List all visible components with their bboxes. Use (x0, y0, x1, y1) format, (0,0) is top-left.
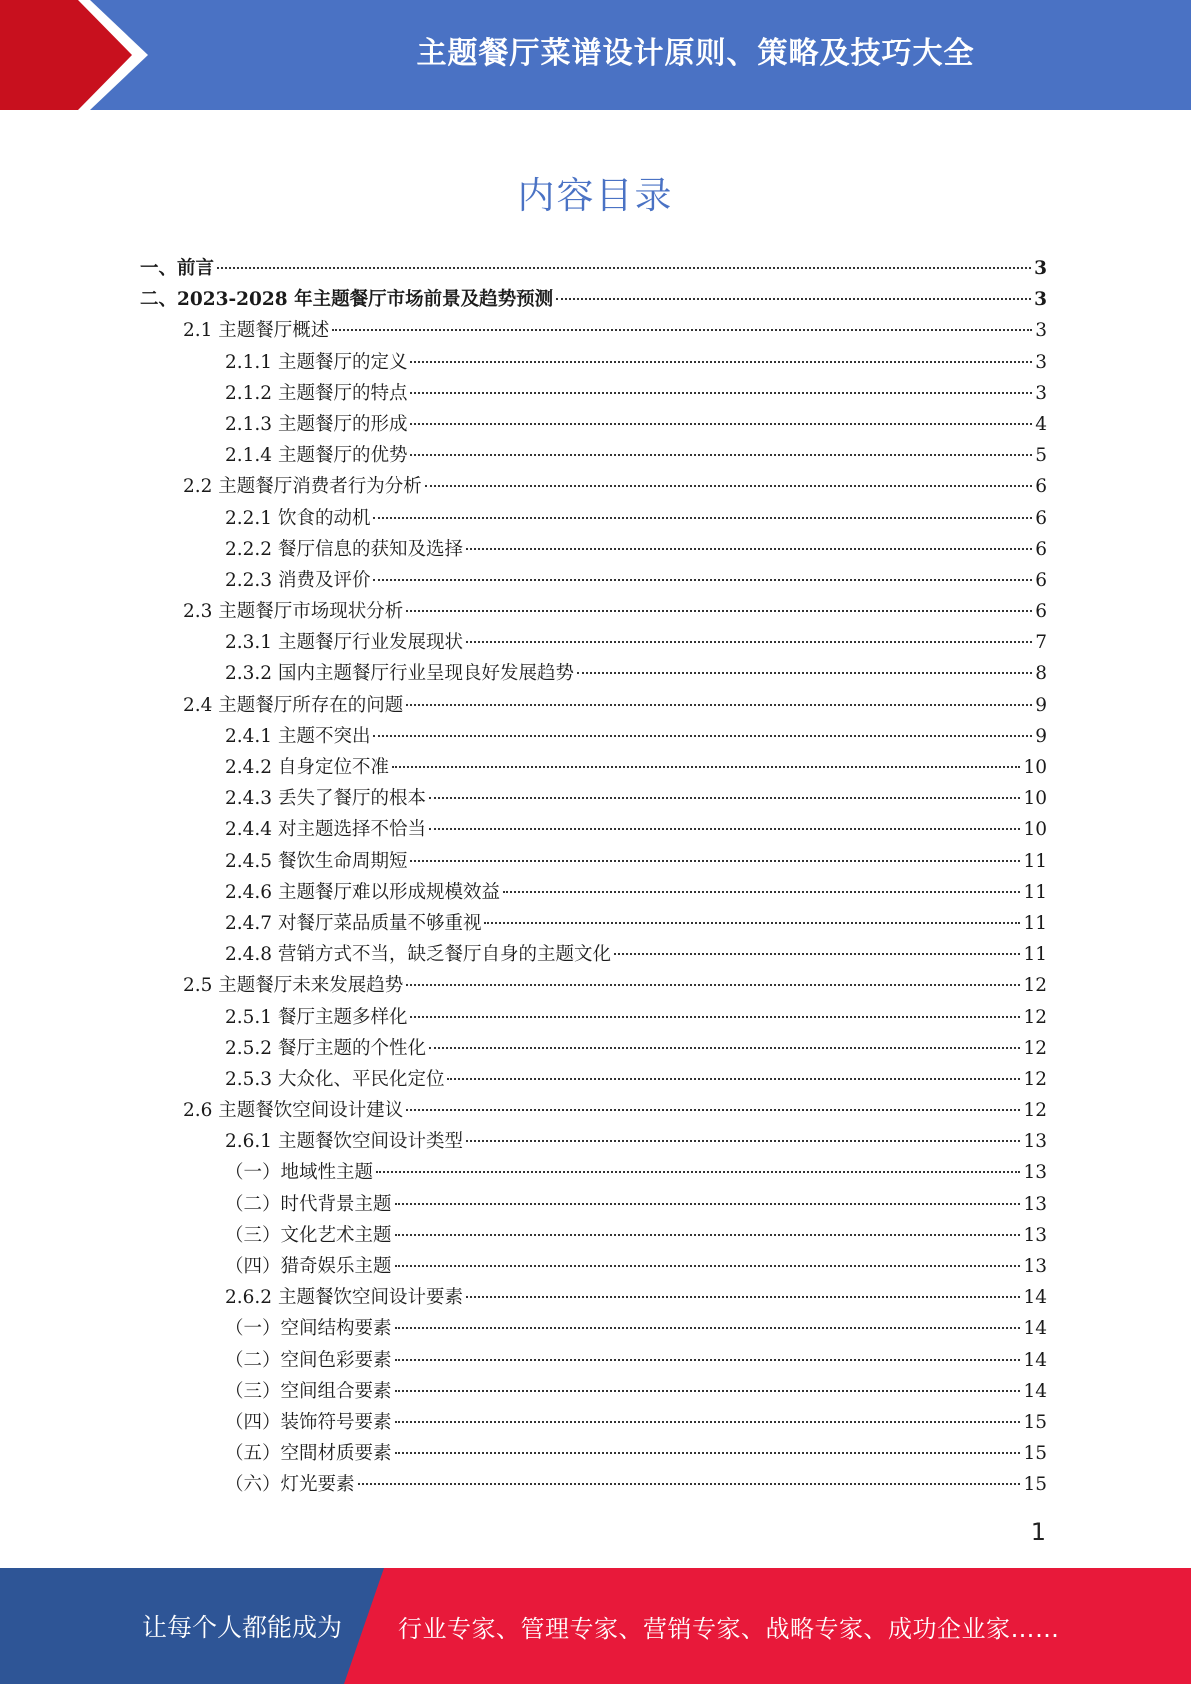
toc-entry-title: 2.4.1 主题不突出 (225, 725, 371, 747)
footer-slogan-left: 让每个人都能成为 (142, 1613, 343, 1642)
toc-entry[interactable] (140, 410, 1047, 441)
toc-entry[interactable] (140, 285, 1047, 316)
dot-leader (484, 922, 1020, 924)
toc-entry-page: 3 (1035, 382, 1047, 404)
toc-entry[interactable] (140, 815, 1047, 846)
toc-entry-title: 一、前言 (140, 258, 215, 279)
toc-entry[interactable] (140, 878, 1047, 909)
toc-entry[interactable] (140, 1346, 1047, 1377)
toc-entry-title: 2.4.8 营销方式不当，缺乏餐厅自身的主题文化 (225, 944, 611, 966)
toc-entry-title: 2.5.3 大众化、平民化定位 (225, 1068, 445, 1090)
toc-entry[interactable] (140, 1034, 1047, 1065)
toc-entry[interactable] (140, 1003, 1047, 1034)
dot-leader (376, 1171, 1020, 1173)
toc-entry-page: 9 (1035, 694, 1047, 716)
document-title: 主题餐厅菜谱设计原则、策略及技巧大全 (416, 36, 975, 71)
toc-entry-page: 4 (1035, 413, 1047, 435)
toc-entry-title: 2.2.2 餐厅信息的获知及选择 (225, 538, 463, 560)
toc-entry-title: （三）空间组合要素 (225, 1380, 392, 1402)
toc-entry-title: （四）猎奇娱乐主题 (225, 1256, 392, 1277)
toc-entry-title: 2.4.2 自身定位不准 (225, 757, 389, 778)
toc-entry-page: 6 (1035, 507, 1047, 529)
toc-entry-title: 2.2.3 消费及评价 (225, 569, 371, 591)
toc-entry[interactable] (140, 348, 1047, 379)
toc-entry-page: 13 (1023, 1131, 1047, 1153)
toc-entry-page: 6 (1035, 601, 1047, 623)
dot-leader (406, 610, 1032, 612)
dot-leader (466, 641, 1032, 643)
toc-entry-title: （一）空间结构要素 (225, 1318, 392, 1340)
toc-entry-title: 2.6.2 主题餐饮空间设计要素 (225, 1287, 463, 1309)
toc-entry[interactable] (140, 940, 1047, 971)
dot-leader (395, 1390, 1021, 1392)
toc-entry[interactable] (140, 316, 1047, 347)
dot-leader (429, 1047, 1020, 1049)
toc-entry-page: 14 (1023, 1287, 1047, 1309)
toc-entry-page: 3 (1035, 320, 1047, 342)
toc-entry[interactable] (140, 1283, 1047, 1314)
toc-entry[interactable] (140, 254, 1047, 285)
toc-entry-page: 11 (1023, 881, 1047, 903)
toc-entry-page: 12 (1023, 975, 1047, 997)
dot-leader (556, 298, 1031, 300)
toc-entry[interactable] (140, 566, 1047, 597)
dot-leader (466, 1140, 1020, 1142)
toc-entry[interactable] (140, 1190, 1047, 1221)
dot-leader (392, 766, 1020, 768)
header-banner (0, 0, 1191, 110)
dot-leader (425, 485, 1032, 487)
toc-entry-title: 2.4.3 丢失了餐厅的根本 (225, 788, 426, 810)
toc-entry[interactable] (140, 1065, 1047, 1096)
toc-entry-title: 2.6 主题餐饮空间设计建议 (183, 1100, 404, 1122)
arrow-icon (0, 0, 150, 110)
toc-entry-title: 2.1.3 主题餐厅的形成 (225, 413, 408, 435)
toc-entry-page: 15 (1023, 1411, 1047, 1433)
toc-entry-title: （六）灯光要素 (225, 1474, 355, 1496)
dot-leader (395, 1234, 1021, 1236)
dot-leader (395, 1265, 1021, 1267)
toc-entry[interactable] (140, 722, 1047, 753)
toc-entry[interactable] (140, 784, 1047, 815)
toc-entry-title: 2.6.1 主题餐饮空间设计类型 (225, 1131, 463, 1153)
dot-leader (410, 361, 1032, 363)
toc-entry[interactable] (140, 1470, 1047, 1501)
toc-entry-page: 11 (1023, 850, 1047, 872)
dot-leader (410, 860, 1020, 862)
toc-entry[interactable] (140, 1314, 1047, 1345)
toc-entry-title: 2.1 主题餐厅概述 (183, 320, 330, 342)
dot-leader (406, 704, 1032, 706)
toc-entry-title: 2.1.4 主题餐厅的优势 (225, 445, 408, 467)
toc-entry-page: 6 (1035, 476, 1047, 498)
table-of-contents (140, 254, 1047, 1502)
dot-leader (410, 423, 1032, 425)
toc-entry-page: 3 (1034, 289, 1047, 311)
toc-entry-title: 2.4.7 对餐厅菜品质量不够重视 (225, 912, 482, 934)
toc-entry[interactable] (140, 535, 1047, 566)
toc-entry[interactable] (140, 1439, 1047, 1470)
toc-entry-title: 2.5.1 餐厅主题多样化 (225, 1006, 408, 1028)
dot-leader (395, 1359, 1021, 1361)
toc-entry[interactable] (140, 847, 1047, 878)
page-number: 1 (1030, 1518, 1046, 1546)
toc-entry-title: 2.4 主题餐厅所存在的问题 (183, 694, 404, 716)
dot-leader (406, 1109, 1020, 1111)
toc-entry-page: 11 (1023, 944, 1047, 966)
toc-entry-page: 6 (1035, 569, 1047, 591)
toc-entry-page: 13 (1023, 1162, 1047, 1184)
dot-leader (373, 735, 1032, 737)
toc-entry-page: 3 (1035, 351, 1047, 373)
dot-leader (395, 1421, 1021, 1423)
toc-entry-title: 2.1.2 主题餐厅的特点 (225, 382, 408, 404)
toc-entry-title: 2.4.5 餐饮生命周期短 (225, 850, 408, 872)
toc-entry[interactable] (140, 1127, 1047, 1158)
toc-entry-title: 2.4.6 主题餐厅难以形成规模效益 (225, 881, 500, 903)
toc-entry[interactable] (140, 379, 1047, 410)
footer-slogan-right: 行业专家、管理专家、营销专家、战略专家、成功企业家…… (398, 1614, 1060, 1643)
toc-entry-title: 2.2 主题餐厅消费者行为分析 (183, 476, 422, 498)
toc-entry-page: 13 (1023, 1193, 1047, 1215)
dot-leader (429, 797, 1020, 799)
toc-entry-page: 7 (1035, 632, 1047, 654)
dot-leader (358, 1483, 1021, 1485)
toc-entry-page: 14 (1023, 1349, 1047, 1371)
toc-entry-title: （三）文化艺术主题 (225, 1224, 392, 1246)
toc-entry[interactable] (140, 1221, 1047, 1252)
dot-leader (373, 517, 1032, 519)
toc-entry-page: 9 (1035, 725, 1047, 747)
toc-entry-page: 5 (1035, 445, 1047, 467)
dot-leader (395, 1203, 1021, 1205)
toc-entry-page: 13 (1023, 1224, 1047, 1246)
dot-leader (503, 891, 1020, 893)
toc-entry-page: 12 (1023, 1068, 1047, 1090)
toc-entry[interactable] (140, 628, 1047, 659)
toc-entry-page: 12 (1023, 1006, 1047, 1028)
toc-entry[interactable] (140, 753, 1047, 784)
toc-entry[interactable] (140, 472, 1047, 503)
dot-leader (410, 392, 1032, 394)
toc-entry-title: 2.3.2 国内主题餐厅行业呈现良好发展趋势 (225, 663, 574, 685)
dot-leader (373, 579, 1032, 581)
dot-leader (447, 1078, 1020, 1080)
dot-leader (395, 1327, 1021, 1329)
toc-entry[interactable] (140, 659, 1047, 690)
toc-entry[interactable] (140, 1096, 1047, 1127)
toc-entry[interactable] (140, 691, 1047, 722)
toc-entry-page: 14 (1023, 1380, 1047, 1402)
toc-entry-title: 2.3.1 主题餐厅行业发展现状 (225, 632, 463, 654)
dot-leader (406, 984, 1020, 986)
toc-entry-page: 13 (1023, 1256, 1047, 1277)
dot-leader (332, 329, 1032, 331)
toc-entry-page: 15 (1023, 1443, 1047, 1465)
toc-entry-page: 3 (1034, 258, 1047, 279)
toc-entry-page: 14 (1023, 1318, 1047, 1340)
toc-entry-page: 12 (1023, 1037, 1047, 1059)
toc-entry-page: 11 (1023, 912, 1047, 934)
footer-banner (0, 1568, 1191, 1684)
toc-entry-title: （二）时代背景主题 (225, 1193, 392, 1215)
toc-entry-title: 2.2.1 饮食的动机 (225, 507, 371, 529)
toc-entry[interactable] (140, 1158, 1047, 1189)
toc-entry-page: 10 (1023, 757, 1047, 778)
toc-entry[interactable] (140, 1252, 1047, 1283)
dot-leader (429, 828, 1020, 830)
dot-leader (410, 1016, 1020, 1018)
dot-leader (614, 953, 1020, 955)
toc-entry-title: 2.5.2 餐厅主题的个性化 (225, 1037, 426, 1059)
toc-entry-title: 2.5 主题餐厅未来发展趋势 (183, 975, 404, 997)
toc-entry-title: （二）空间色彩要素 (225, 1349, 392, 1371)
toc-entry[interactable] (140, 504, 1047, 535)
toc-entry[interactable] (140, 597, 1047, 628)
toc-entry-title: （五）空間材质要素 (225, 1443, 392, 1465)
dot-leader (217, 267, 1031, 269)
toc-entry-title: 2.3 主题餐厅市场现状分析 (183, 601, 404, 623)
toc-entry[interactable] (140, 441, 1047, 472)
toc-entry-page: 8 (1035, 663, 1047, 685)
toc-entry[interactable] (140, 971, 1047, 1002)
dot-leader (395, 1452, 1021, 1454)
toc-entry[interactable] (140, 1377, 1047, 1408)
toc-entry-title: （一）地域性主题 (225, 1162, 374, 1184)
toc-entry[interactable] (140, 909, 1047, 940)
toc-entry[interactable] (140, 1408, 1047, 1439)
dot-leader (466, 548, 1032, 550)
toc-entry-title: 2.4.4 对主题选择不恰当 (225, 819, 426, 841)
toc-entry-page: 12 (1023, 1100, 1047, 1122)
toc-entry-page: 10 (1023, 788, 1047, 810)
dot-leader (466, 1296, 1020, 1298)
toc-entry-page: 10 (1023, 819, 1047, 841)
dot-leader (410, 454, 1032, 456)
toc-entry-page: 15 (1023, 1474, 1047, 1496)
dot-leader (577, 672, 1032, 674)
toc-entry-page: 6 (1035, 538, 1047, 560)
toc-heading: 内容目录 (517, 174, 674, 217)
toc-entry-title: 二、2023-2028 年主题餐厅市场前景及趋势预测 (140, 289, 554, 311)
toc-entry-title: （四）装饰符号要素 (225, 1411, 392, 1433)
toc-entry-title: 2.1.1 主题餐厅的定义 (225, 351, 408, 373)
